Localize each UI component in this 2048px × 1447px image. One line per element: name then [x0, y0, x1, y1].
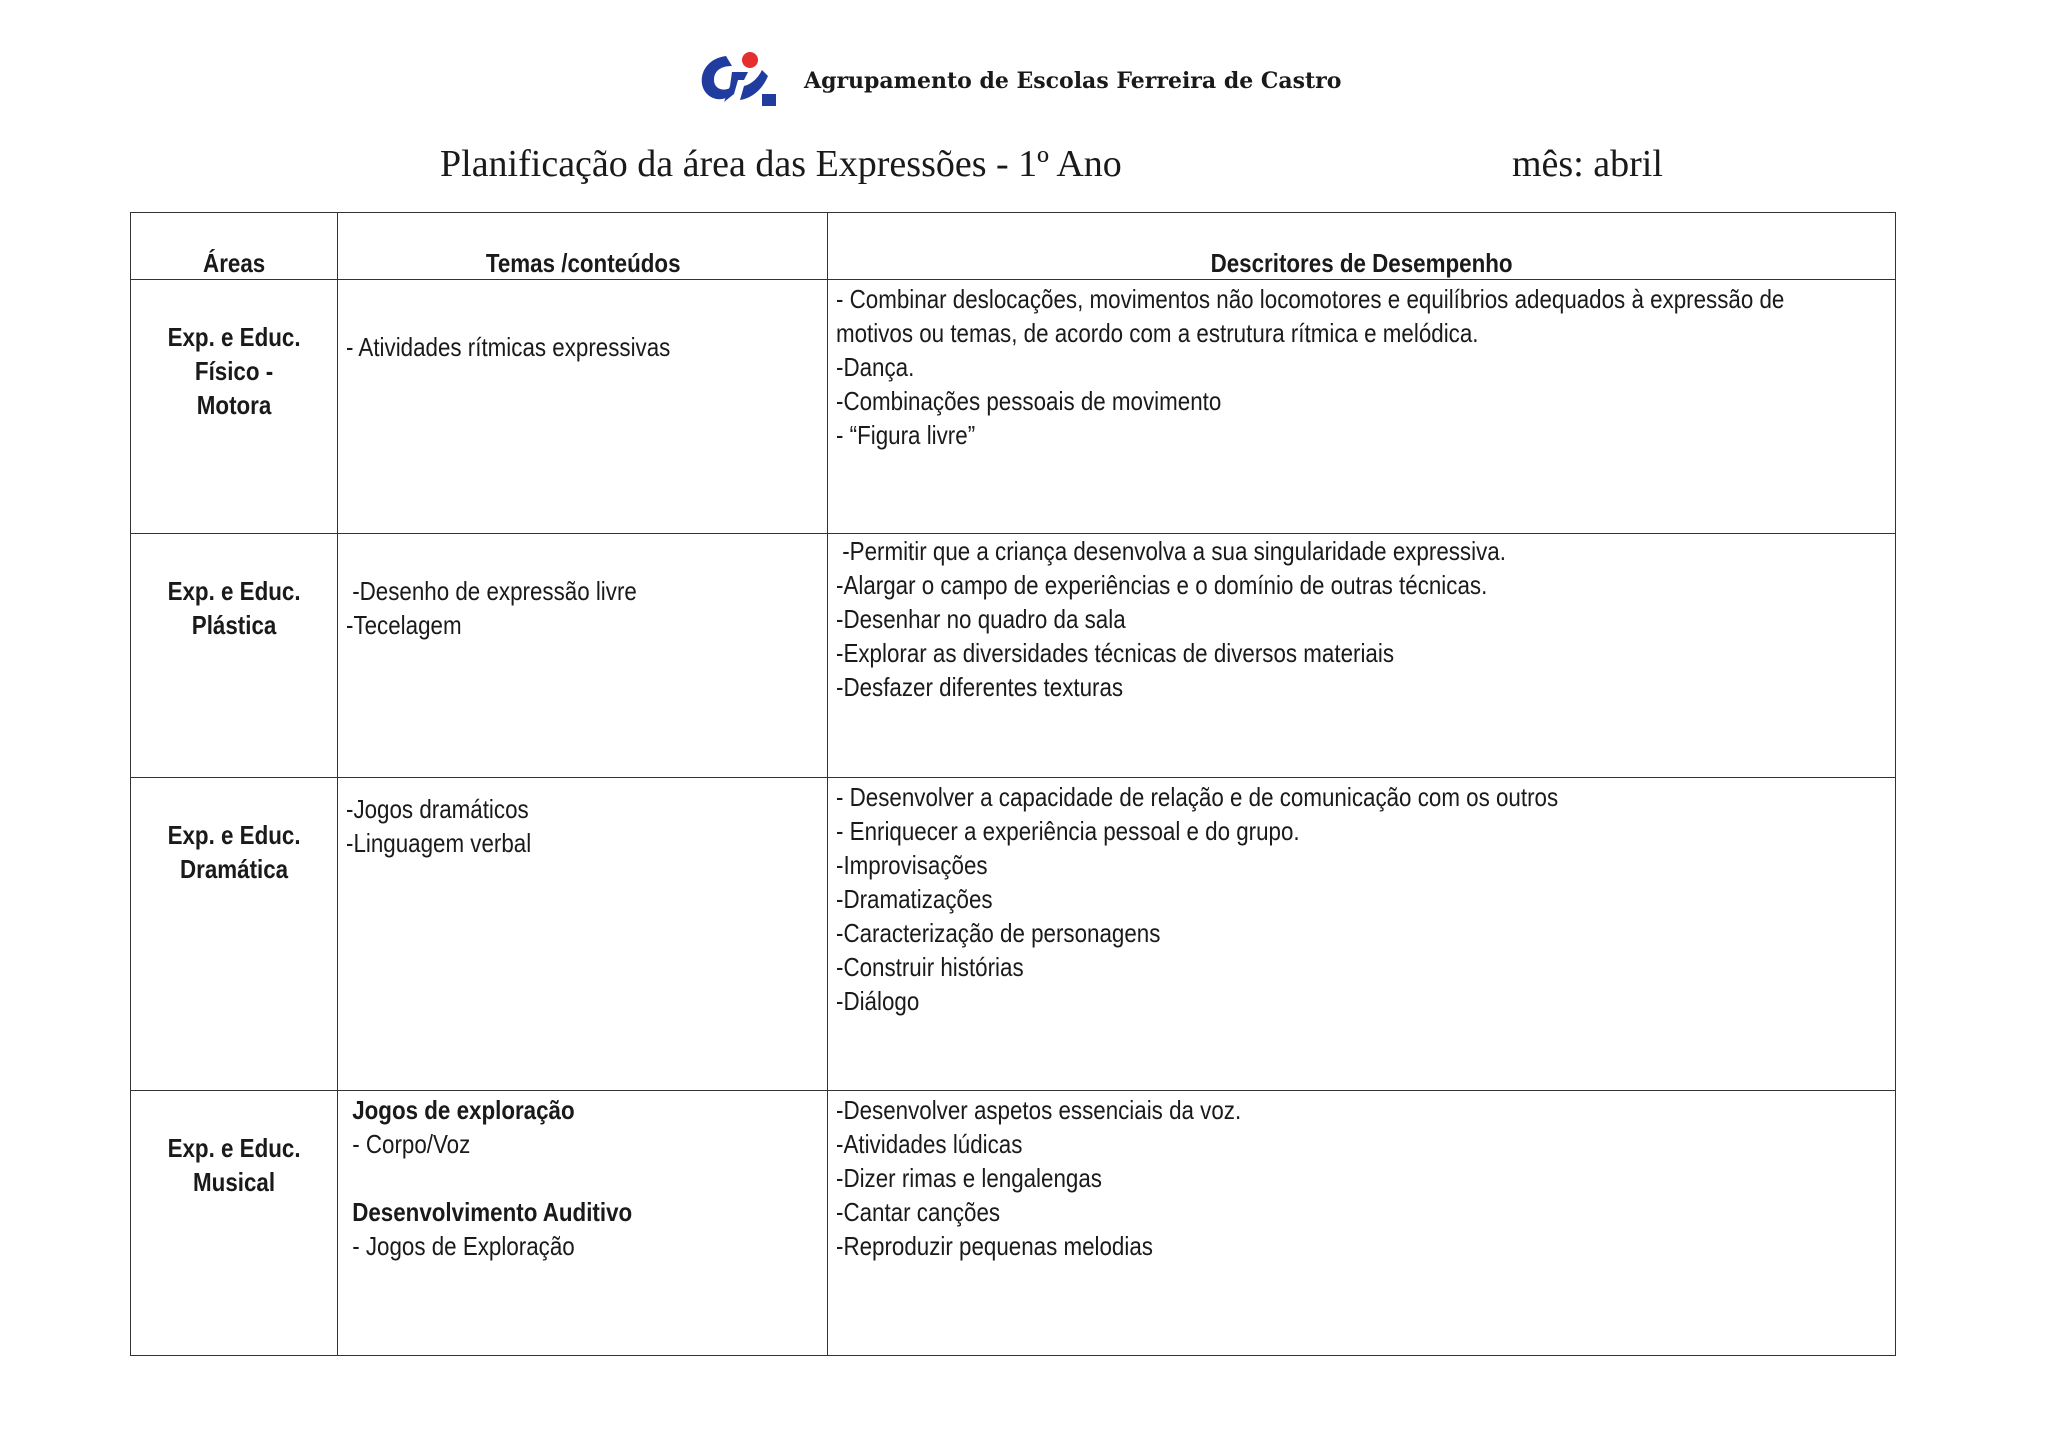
tema-line: Jogos de exploração — [346, 1095, 575, 1125]
area-label: Físico - — [194, 356, 274, 386]
descritor-line: -Explorar as diversidades técnicas de diversos materiais — [836, 638, 1395, 668]
descritor-line: -Desfazer diferentes texturas — [836, 672, 1124, 702]
table-row — [131, 534, 1896, 778]
tema-line: -Desenho de expressão livre — [346, 576, 637, 606]
area-label: Motora — [196, 390, 272, 420]
table-row — [131, 1091, 1896, 1356]
tema-line: -Jogos dramáticos — [346, 794, 529, 824]
area-cell — [131, 778, 338, 1091]
planning-table — [130, 212, 1896, 1356]
area-label: Dramática — [179, 854, 289, 884]
descritor-line: -Dramatizações — [836, 884, 993, 914]
month-label: mês: abril — [1512, 143, 1663, 185]
tema-line: -Tecelagem — [346, 610, 462, 640]
school-name: Agrupamento de Escolas Ferreira de Castro — [804, 68, 1342, 94]
descritores-cell — [828, 778, 1896, 1091]
descritor-line: -Dizer rimas e lengalengas — [836, 1163, 1103, 1193]
tema-line: - Corpo/Voz — [346, 1129, 471, 1159]
header — [696, 50, 1341, 112]
area-label: Exp. e Educ. — [167, 576, 301, 606]
area-cell — [131, 534, 338, 778]
page-title: Planificação da área das Expressões - 1º Ano — [440, 143, 1122, 185]
temas-cell — [338, 778, 828, 1091]
descritores-cell — [828, 1091, 1896, 1356]
header-areas: Áreas — [131, 213, 338, 280]
temas-cell — [338, 1091, 828, 1356]
descritor-line: - “Figura livre” — [836, 420, 976, 450]
area-cell — [131, 1091, 338, 1356]
descritor-line: -Atividades lúdicas — [836, 1129, 1023, 1159]
descritor-line: -Construir histórias — [836, 952, 1025, 982]
header-descritores: Descritores de Desempenho — [828, 213, 1896, 280]
descritor-line: -Alargar o campo de experiências e o domínio de outras técnicas. — [836, 570, 1488, 600]
header-temas: Temas /conteúdos — [338, 213, 828, 280]
table-row — [131, 778, 1896, 1091]
school-logo-icon — [696, 50, 780, 112]
descritor-line: -Cantar canções — [836, 1197, 1001, 1227]
descritor-line: -Diálogo — [836, 986, 920, 1016]
tema-line: - Atividades rítmicas expressivas — [346, 332, 671, 362]
area-label: Exp. e Educ. — [167, 322, 301, 352]
descritores-cell — [828, 534, 1896, 778]
table-row — [131, 280, 1896, 534]
descritor-line: - Combinar deslocações, movimentos não locomotores e equilíbrios adequados à expressão de — [836, 284, 1785, 314]
descritor-line: -Combinações pessoais de movimento — [836, 386, 1222, 416]
tema-line: Desenvolvimento Auditivo — [346, 1197, 633, 1227]
descritores-cell — [828, 280, 1896, 534]
area-cell — [131, 280, 338, 534]
area-label: Exp. e Educ. — [167, 820, 301, 850]
temas-cell — [338, 534, 828, 778]
table-header-row — [131, 213, 1896, 280]
descritor-line: -Reproduzir pequenas melodias — [836, 1231, 1154, 1261]
descritor-line: -Improvisações — [836, 850, 988, 880]
descritor-line: -Caracterização de personagens — [836, 918, 1161, 948]
tema-line: - Jogos de Exploração — [346, 1231, 575, 1261]
temas-cell — [338, 280, 828, 534]
descritor-line: - Desenvolver a capacidade de relação e de comunicação com os outros — [836, 782, 1559, 812]
tema-line: -Linguagem verbal — [346, 828, 532, 858]
descritor-line: motivos ou temas, de acordo com a estrutura rítmica e melódica. — [836, 318, 1479, 348]
descritor-line: -Desenvolver aspetos essenciais da voz. — [836, 1095, 1242, 1125]
area-label: Exp. e Educ. — [167, 1133, 301, 1163]
area-label: Musical — [193, 1167, 276, 1197]
descritor-line: -Desenhar no quadro da sala — [836, 604, 1127, 634]
descritor-line: - Enriquecer a experiência pessoal e do grupo. — [836, 816, 1301, 846]
descritor-line: -Dança. — [836, 352, 915, 382]
area-label: Plástica — [191, 610, 277, 640]
descritor-line: -Permitir que a criança desenvolva a sua singularidade expressiva. — [836, 536, 1507, 566]
